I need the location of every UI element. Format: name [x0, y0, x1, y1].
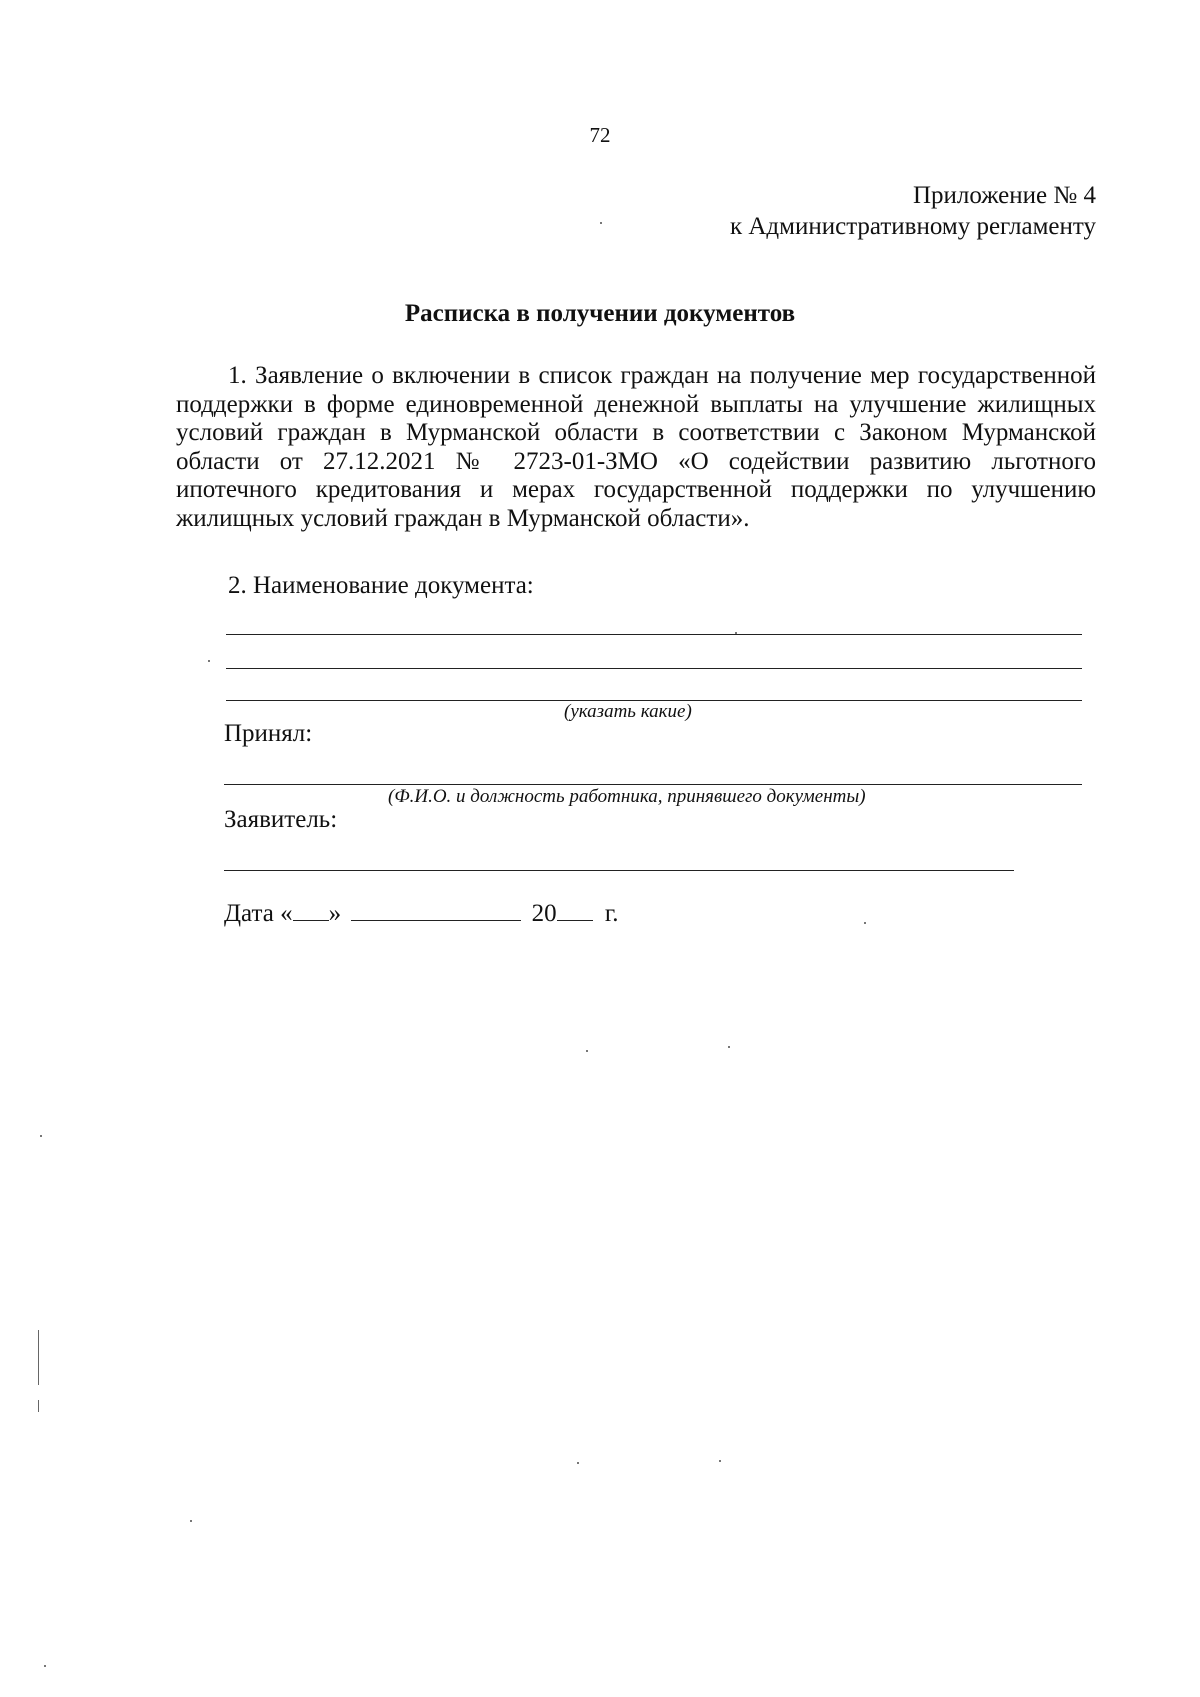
scan-speck	[719, 1460, 721, 1462]
document-name-line-1[interactable]	[226, 634, 1082, 635]
scan-speck	[190, 1520, 192, 1522]
item-1-application: 1. Заявление о включении в список граждан на получение мер государственной поддержки в форме единовременной денежной выплаты на улучшение жилищных условий граждан в Мурманской области в соответствии с Законом Мурманской области от 27.12.2021 № 2723-01-ЗМО «О содействии развитию льготного ипотечного кредитования и мерах государственной поддержки по улучшению жилищных условий граждан в Мурманской области».	[176, 362, 1096, 532]
date-year-prefix: 20	[531, 900, 557, 927]
caption-employee-name-position: (Ф.И.О. и должность работника, принявшего документы)	[388, 786, 866, 807]
accepted-by-line[interactable]	[224, 784, 1082, 785]
date-year-blank[interactable]	[557, 898, 593, 921]
date-row	[224, 898, 619, 928]
date-quote-close: »	[328, 900, 342, 927]
date-year-suffix: г.	[604, 900, 619, 927]
document-name-line-2[interactable]	[226, 668, 1082, 669]
scan-speck	[208, 660, 210, 662]
appendix-header	[730, 180, 1096, 242]
appendix-line-2: к Административному регламенту	[729, 213, 1096, 240]
scan-speck	[44, 1665, 46, 1667]
item-2-document-name-label: 2. Наименование документа:	[228, 572, 534, 599]
applicant-line[interactable]	[224, 870, 1014, 871]
scan-speck	[864, 922, 866, 924]
scan-speck	[577, 1462, 579, 1464]
document-title: Расписка в получении документов	[404, 300, 796, 327]
date-day-blank[interactable]	[293, 898, 329, 921]
date-month-blank[interactable]	[351, 898, 521, 921]
scan-speck	[40, 1135, 42, 1137]
applicant-label: Заявитель:	[224, 806, 338, 833]
accepted-by-label: Принял:	[224, 720, 313, 747]
caption-specify-documents: (указать какие)	[564, 701, 692, 722]
scan-speck	[728, 1046, 730, 1048]
scan-speck	[586, 1050, 588, 1052]
date-label: Дата «	[224, 900, 293, 927]
scan-edge-mark	[38, 1400, 39, 1412]
appendix-line-1: Приложение № 4	[912, 182, 1096, 209]
scan-speck	[735, 632, 737, 634]
scan-edge-mark	[38, 1330, 39, 1385]
page-number: 72	[589, 123, 611, 147]
scan-speck	[600, 222, 602, 224]
